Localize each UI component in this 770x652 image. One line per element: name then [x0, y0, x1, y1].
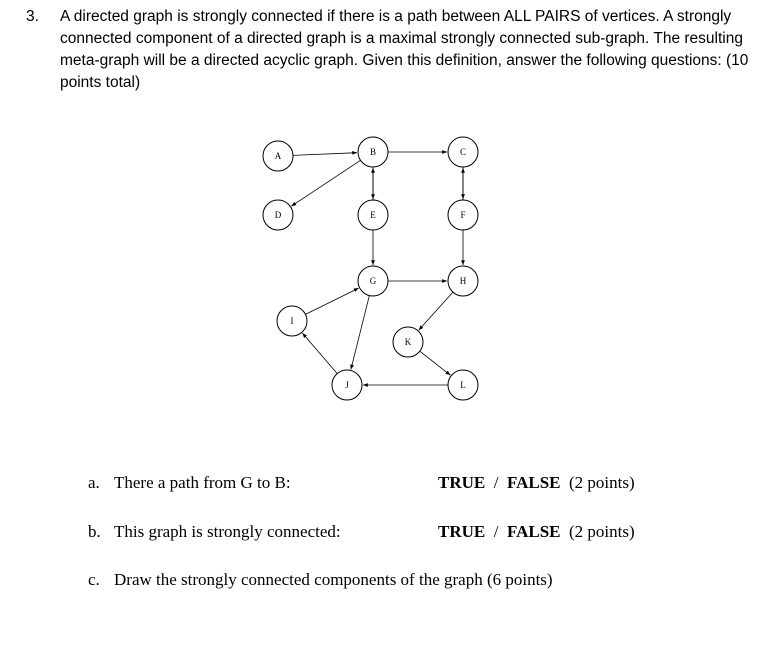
node-label-I: I [290, 316, 294, 326]
item-b-choices [438, 521, 635, 543]
item-a-false[interactable]: FALSE [506, 473, 561, 492]
node-E [358, 200, 388, 230]
node-I [277, 306, 307, 336]
item-b-sep: / [493, 522, 499, 541]
edge-K-L [420, 351, 451, 375]
item-c-text: Draw the strongly connected components of the graph (6 points) [114, 570, 553, 589]
item-a-letter: a. [88, 473, 100, 492]
node-label-A: A [274, 151, 282, 161]
item-a-choices [438, 472, 635, 494]
question-number: 3. [26, 8, 39, 25]
node-A [263, 141, 293, 171]
question-text: A directed graph is strongly connected if there is a path between ALL PAIRS of vertices. A strongly connected component of a directed graph is a maximal strongly connected sub-graph. The resulting meta-graph will be a directed acyclic graph. Given this definition, answer the following questions: (10 points total) [60, 8, 749, 91]
node-L [448, 370, 478, 400]
node-H [448, 266, 478, 296]
item-a-text: There a path from G to B: [114, 473, 291, 492]
item-a-points: (2 points) [569, 473, 635, 492]
item-c-letter: c. [88, 570, 100, 589]
node-C [448, 137, 478, 167]
node-B [358, 137, 388, 167]
node-label-E: E [370, 210, 376, 220]
node-F [448, 200, 478, 230]
node-label-L: L [460, 380, 466, 390]
node-label-B: B [369, 147, 377, 157]
node-label-J: J [345, 380, 349, 390]
node-K [393, 327, 423, 357]
edge-A-B [293, 153, 357, 156]
edge-H-K [419, 292, 453, 330]
item-b-letter: b. [88, 522, 101, 541]
item-b-true[interactable]: TRUE [438, 522, 486, 541]
edge-B-D [291, 160, 360, 206]
node-label-G: G [369, 276, 377, 286]
graph-nodes [263, 137, 478, 400]
node-D [263, 200, 293, 230]
item-b-false[interactable]: FALSE [506, 522, 561, 541]
node-label-D: D [274, 210, 282, 220]
edge-J-I [302, 333, 337, 373]
node-J [332, 370, 362, 400]
edge-G-J [351, 296, 369, 370]
node-G [358, 266, 388, 296]
node-label-K: K [404, 337, 412, 347]
node-label-C: C [459, 147, 467, 157]
node-label-F: F [460, 210, 466, 220]
item-a-sep: / [493, 473, 499, 492]
node-label-H: H [459, 276, 467, 286]
item-b-points: (2 points) [569, 522, 635, 541]
item-b-text: This graph is strongly connected: [114, 522, 341, 541]
edge-I-G [305, 288, 358, 314]
item-a-true[interactable]: TRUE [438, 473, 486, 492]
